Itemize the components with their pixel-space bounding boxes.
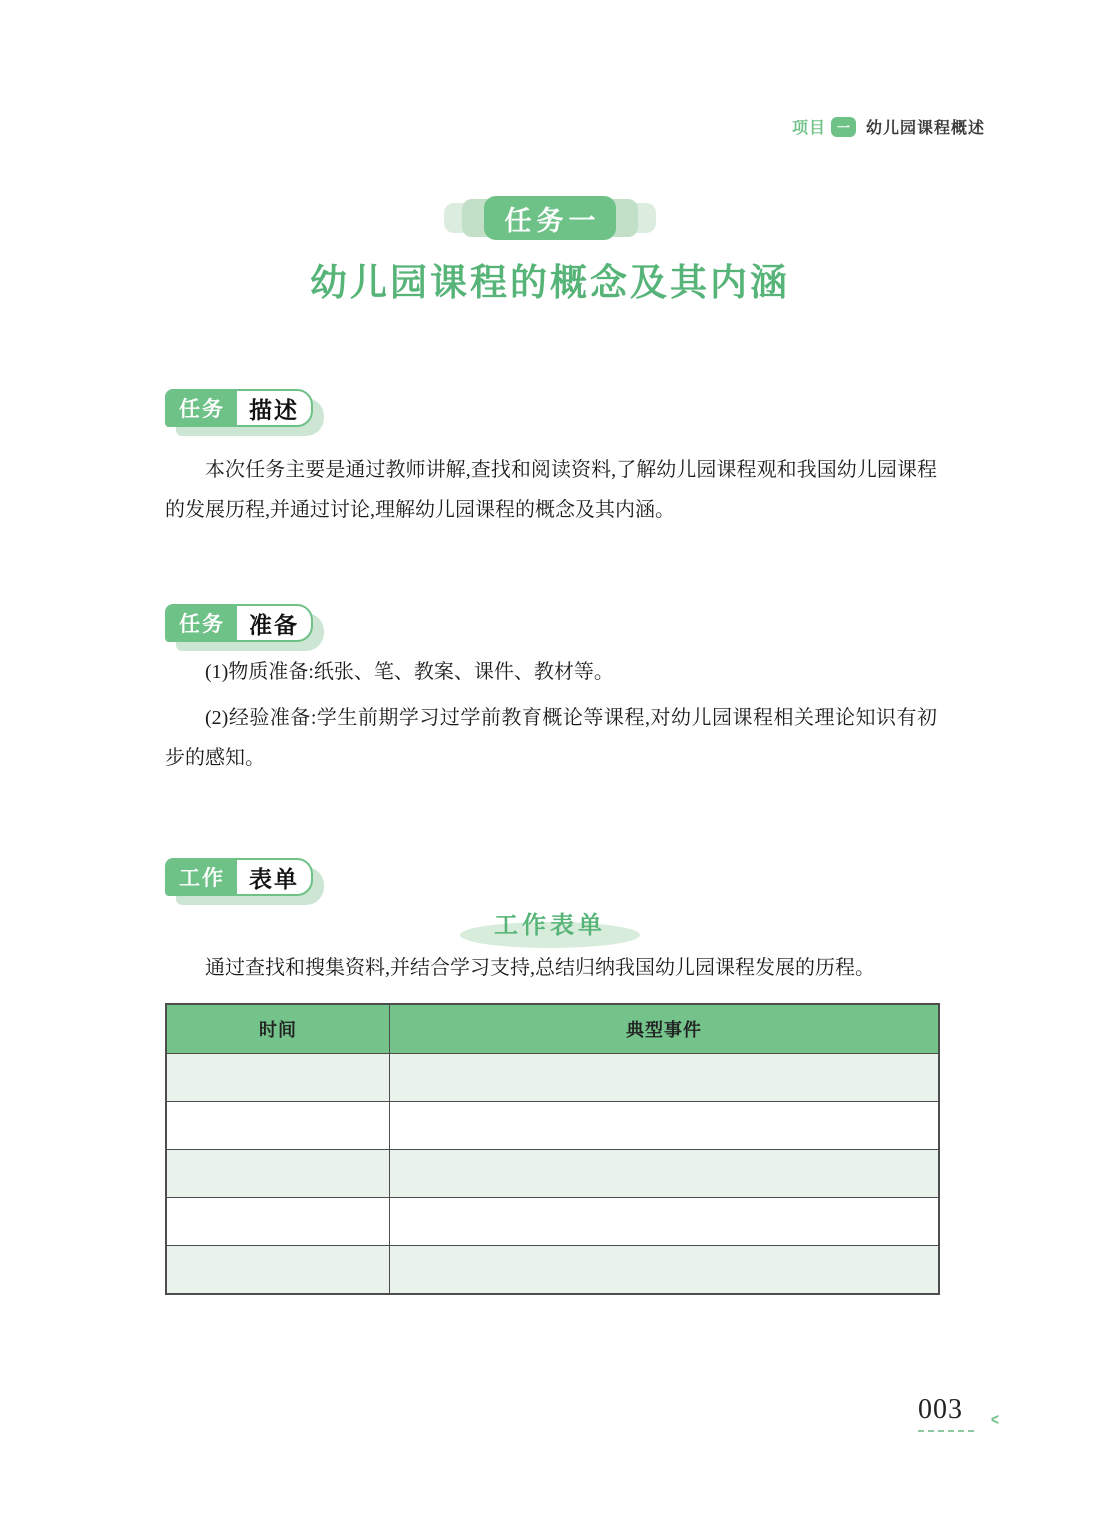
table-header-event: 典型事件: [390, 1004, 940, 1054]
banner-pill: [484, 196, 616, 240]
preparation-item-1: (1)物质准备:纸张、笔、教案、课件、教材等。: [205, 661, 614, 683]
running-header: [792, 115, 985, 138]
description-paragraph: 本次任务主要是通过教师讲解,查找和阅读资料,了解幼儿园课程观和我国幼儿园课程的发展历程,并通过讨论,理解幼儿园课程的概念及其内涵。: [165, 459, 937, 521]
table-row: [166, 1054, 939, 1102]
table-header-row: [166, 1004, 939, 1054]
table-cell-event: [390, 1054, 940, 1102]
worksheet-subtitle-text-wrap: [494, 905, 606, 940]
preparation-item-2: (2)经验准备:学生前期学习过学前教育概论等课程,对幼儿园课程相关理论知识有初步的感知。: [165, 707, 937, 769]
table-cell-time: [166, 1246, 390, 1295]
page-number: 003: [918, 1394, 963, 1425]
badge-prefix: 任务: [167, 606, 237, 640]
worksheet-table-body: [166, 1054, 939, 1295]
table-cell-event: [390, 1246, 940, 1295]
table-row: [166, 1150, 939, 1198]
section-badge-worksheet: [165, 858, 313, 896]
table-row: [166, 1246, 939, 1295]
table-cell-event: [390, 1102, 940, 1150]
page-footer: [918, 1394, 1000, 1432]
badge-prefix: 任务: [167, 391, 237, 425]
worksheet-subtitle: [0, 905, 1100, 940]
project-number: 一: [836, 120, 850, 135]
banner-label: 任务一: [504, 205, 601, 236]
table-cell-time: [166, 1054, 390, 1102]
page-title: 幼儿园课程的概念及其内涵: [310, 263, 790, 304]
table-cell-event: [390, 1198, 940, 1246]
badge-name: 描述: [249, 397, 299, 423]
badge-name: 准备: [249, 612, 299, 638]
table-cell-time: [166, 1198, 390, 1246]
badge-body: [165, 604, 313, 642]
badge-body: [165, 858, 313, 896]
worksheet-subtitle-text: 工作表单: [494, 913, 606, 939]
project-title: 幼儿园课程概述: [865, 120, 985, 137]
project-number-badge: [831, 117, 856, 137]
table-cell-time: [166, 1150, 390, 1198]
chevron-left-icon: <: [991, 1410, 1000, 1429]
page-number-underline: [918, 1430, 974, 1432]
table-row: [166, 1198, 939, 1246]
project-label: 项目: [791, 120, 826, 137]
worksheet-paragraph: 通过查找和搜集资料,并结合学习支持,总结归纳我国幼儿园课程发展的历程。: [205, 957, 875, 979]
table-row: [166, 1102, 939, 1150]
badge-name: 表单: [249, 866, 299, 892]
worksheet-table-head: [166, 1004, 939, 1054]
worksheet-table: [165, 1003, 940, 1295]
table-cell-time: [166, 1102, 390, 1150]
task-banner: [444, 196, 656, 240]
badge-body: [165, 389, 313, 427]
table-cell-event: [390, 1150, 940, 1198]
badge-prefix: 工作: [167, 860, 237, 894]
section-badge-description: [165, 389, 313, 427]
section-badge-preparation: [165, 604, 313, 642]
table-header-time: 时间: [166, 1004, 390, 1054]
